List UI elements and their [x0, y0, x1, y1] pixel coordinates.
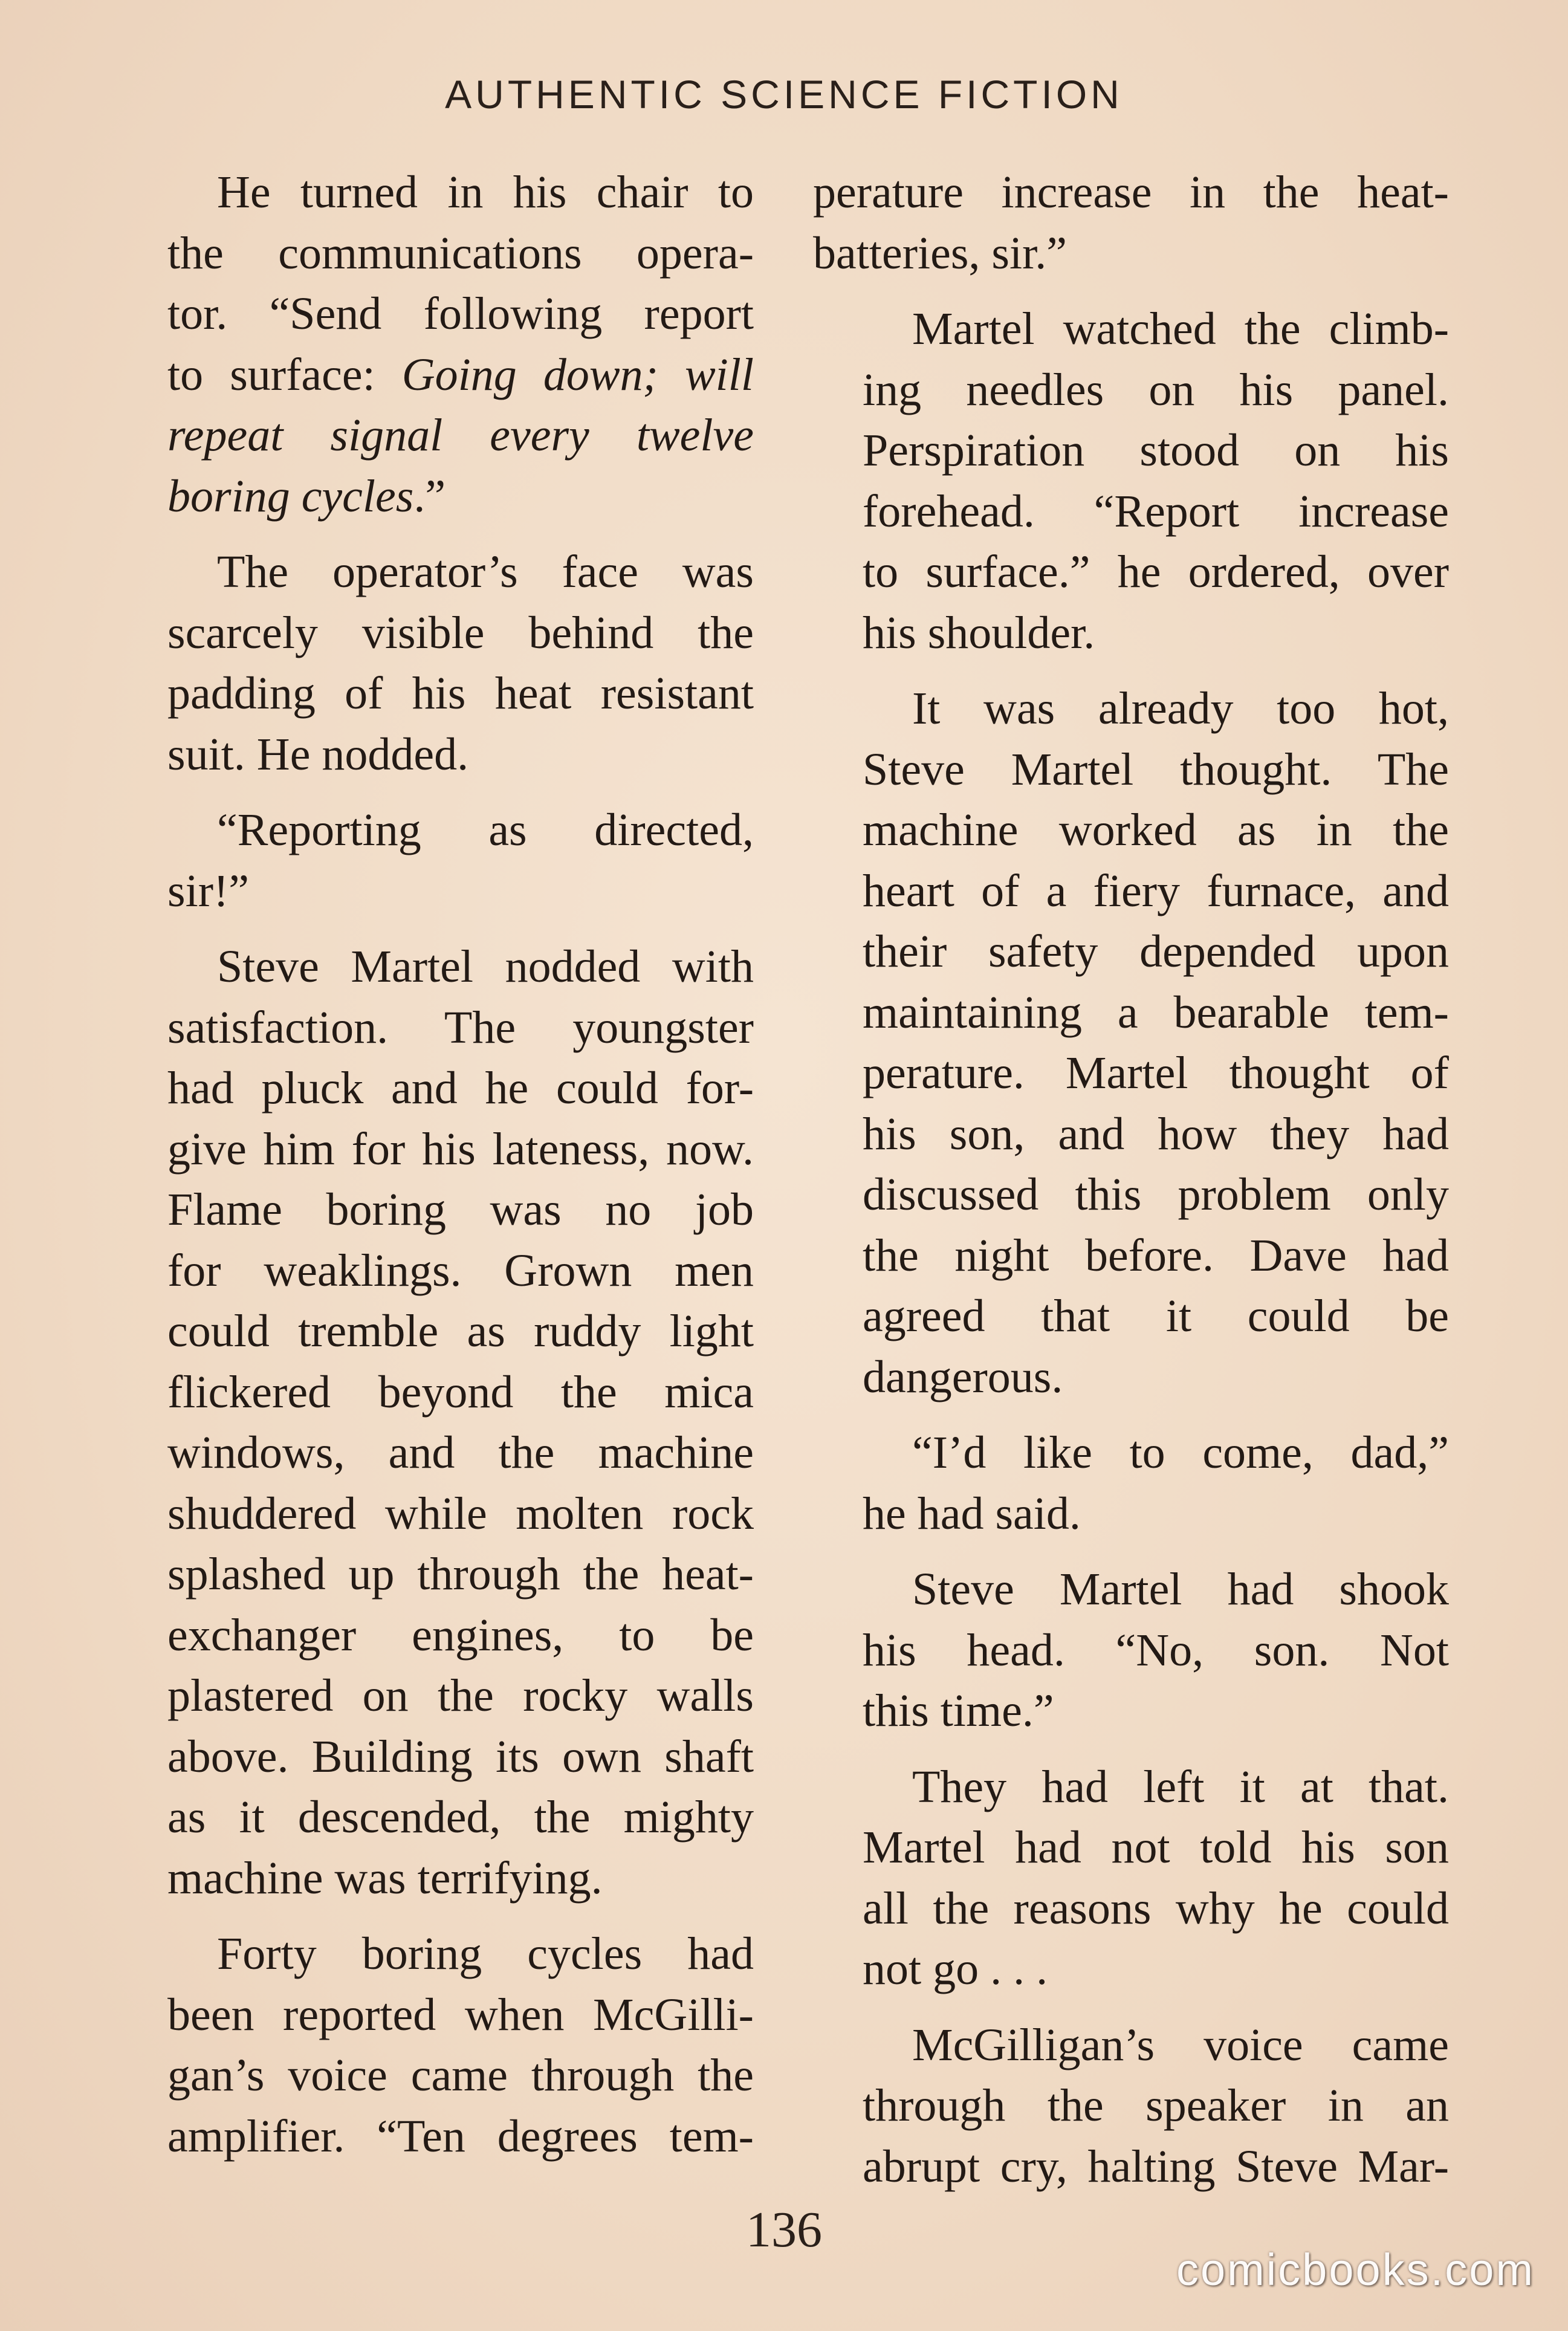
text-line: [813, 1620, 1449, 1681]
text-line: [813, 1422, 1449, 1483]
text-line: [118, 542, 754, 603]
text-line: [118, 1605, 754, 1666]
text-segment: through the speaker in an: [863, 2080, 1449, 2131]
text-line: [813, 1347, 1449, 1408]
text-segment: amplifier. “Ten degrees tem-: [167, 2110, 754, 2162]
text-segment: sir!”: [167, 865, 250, 916]
paragraph: [813, 1559, 1449, 1742]
text-segment: satisfaction. The youngster: [167, 1002, 754, 1053]
text-line: [813, 1043, 1449, 1104]
text-segment: as it descended, the mighty: [167, 1792, 754, 1843]
text-line: [118, 345, 754, 406]
text-line: [813, 1164, 1449, 1225]
text-segment: could tremble as ruddy light: [167, 1306, 754, 1357]
text-segment: perature increase in the heat-: [813, 167, 1449, 218]
text-segment: perature. Martel thought of: [863, 1048, 1449, 1098]
text-line: [118, 466, 754, 527]
text-line: [118, 1119, 754, 1180]
paragraph: [118, 542, 754, 785]
text-segment: suit. He nodded.: [167, 728, 469, 780]
text-segment: plastered on the rocky walls: [167, 1670, 754, 1721]
text-segment: above. Building its own shaft: [167, 1731, 754, 1782]
text-line: [118, 1058, 754, 1119]
text-segment: agreed that it could be: [863, 1291, 1449, 1341]
text-segment: Martel watched the climb-: [912, 303, 1449, 354]
text-line: [813, 982, 1449, 1043]
text-segment: Perspiration stood on his: [863, 425, 1449, 476]
text-segment: Forty boring cycles had: [217, 1928, 754, 1979]
paragraph: [118, 800, 754, 921]
text-line: [813, 1483, 1449, 1545]
paragraph: [813, 678, 1449, 1407]
text-segment: machine was terrifying.: [167, 1852, 603, 1904]
text-segment: not go . . .: [863, 1944, 1048, 1994]
text-segment: discussed this problem only: [863, 1169, 1449, 1220]
text-segment: repeat signal every twelve: [167, 410, 754, 461]
text-segment: his head. “No, son. Not: [863, 1624, 1449, 1676]
text-line: [813, 1757, 1449, 1818]
text-segment: the night before. Dave had: [863, 1230, 1449, 1281]
text-segment: splashed up through the heat-: [167, 1549, 754, 1600]
text-segment: his son, and how they had: [863, 1108, 1449, 1159]
text-line: [118, 284, 754, 345]
text-line: [813, 162, 1449, 223]
text-line: [813, 678, 1449, 739]
text-line: [813, 739, 1449, 800]
text-line: [118, 1362, 754, 1423]
text-segment: to surface.” he ordered, over: [863, 546, 1449, 597]
text-line: [813, 299, 1449, 360]
text-line: [118, 1544, 754, 1605]
left-text-column: [118, 162, 754, 2182]
text-line: [118, 1665, 754, 1726]
text-line: [813, 223, 1449, 284]
text-line: [118, 223, 754, 284]
text-segment: “I’d like to come, dad,”: [912, 1427, 1449, 1478]
text-segment: abrupt cry, halting Steve Mar-: [863, 2141, 1449, 2192]
text-segment: his shoulder.: [863, 607, 1095, 658]
right-text-column: [813, 162, 1449, 2212]
text-segment: for weaklings. Grown men: [167, 1245, 754, 1296]
text-segment: Martel had not told his son: [863, 1822, 1449, 1873]
text-line: [813, 603, 1449, 664]
text-line: [813, 1559, 1449, 1620]
paragraph: [118, 1924, 754, 2167]
text-segment: .”: [413, 470, 446, 522]
text-segment: The operator’s face was: [217, 546, 754, 597]
text-line: [813, 921, 1449, 982]
text-line: [118, 1848, 754, 1909]
text-line: [118, 1422, 754, 1483]
text-segment: he had said.: [863, 1488, 1081, 1539]
text-segment: exchanger engines, to be: [167, 1609, 754, 1661]
text-line: [118, 1483, 754, 1545]
text-line: [813, 1878, 1449, 1939]
paragraph: [813, 1757, 1449, 2000]
text-line: [118, 861, 754, 922]
text-segment: their safety depended upon: [863, 926, 1449, 977]
text-line: [118, 800, 754, 861]
text-line: [813, 1104, 1449, 1165]
text-segment: Steve Martel had shook: [912, 1564, 1449, 1615]
text-line: [118, 724, 754, 785]
text-line: [118, 2045, 754, 2106]
text-line: [118, 1179, 754, 1240]
text-segment: this time.”: [863, 1685, 1054, 1736]
text-segment: Steve Martel nodded with: [217, 941, 754, 992]
paragraph: [813, 162, 1449, 284]
text-segment: machine worked as in the: [863, 805, 1449, 855]
text-line: [118, 1787, 754, 1848]
text-segment: dangerous.: [863, 1351, 1063, 1402]
text-segment: give him for his lateness, now.: [167, 1123, 754, 1175]
text-segment: forehead. “Report increase: [863, 485, 1449, 537]
text-line: [118, 162, 754, 223]
text-segment: windows, and the machine: [167, 1427, 754, 1478]
text-line: [118, 936, 754, 997]
text-segment: Flame boring was no job: [167, 1184, 754, 1235]
text-segment: They had left it at that.: [912, 1761, 1449, 1812]
text-line: [813, 861, 1449, 922]
text-segment: heart of a fiery furnace, and: [863, 865, 1449, 916]
text-segment: scarcely visible behind the: [167, 607, 754, 658]
text-line: [813, 1817, 1449, 1878]
text-segment: shuddered while molten rock: [167, 1488, 754, 1539]
text-line: [118, 1726, 754, 1788]
watermark-logo: comicbooks.com: [1176, 2245, 1535, 2295]
text-segment: He turned in his chair to: [217, 167, 754, 218]
text-segment: had pluck and he could for-: [167, 1063, 754, 1114]
text-line: [813, 542, 1449, 603]
text-line: [813, 2075, 1449, 2136]
text-segment: been reported when McGilli-: [167, 1989, 754, 2040]
text-segment: ing needles on his panel.: [863, 364, 1449, 415]
text-line: [118, 2106, 754, 2167]
text-line: [118, 405, 754, 466]
text-segment: gan’s voice came through the: [167, 2050, 754, 2101]
text-line: [813, 360, 1449, 421]
text-segment: padding of his heat resistant: [167, 668, 754, 719]
text-segment: “Reporting as directed,: [217, 805, 754, 855]
paragraph: [118, 162, 754, 527]
text-line: [118, 1240, 754, 1302]
text-segment: batteries, sir.”: [813, 227, 1067, 279]
text-segment: all the reasons why he could: [863, 1882, 1449, 1934]
text-line: [118, 1924, 754, 1985]
running-head: AUTHENTIC SCIENCE FICTION: [445, 72, 1123, 117]
text-segment: the communications opera-: [167, 227, 754, 279]
text-segment: McGilligan’s voice came: [912, 2019, 1449, 2070]
text-line: [118, 603, 754, 664]
text-line: [813, 800, 1449, 861]
paragraph: [813, 2015, 1449, 2197]
text-line: [813, 481, 1449, 542]
text-line: [813, 1225, 1449, 1286]
text-line: [118, 1301, 754, 1362]
text-line: [118, 997, 754, 1059]
paragraph: [118, 936, 754, 1908]
paragraph: [813, 299, 1449, 663]
text-segment: maintaining a bearable tem-: [863, 987, 1449, 1038]
text-line: [813, 1939, 1449, 2000]
text-line: [118, 663, 754, 724]
paragraph: [813, 1422, 1449, 1544]
text-segment: tor. “Send following report: [167, 288, 754, 339]
text-segment: to surface:: [167, 349, 402, 400]
text-segment: boring cycles: [167, 470, 414, 522]
text-line: [118, 1985, 754, 2046]
text-line: [813, 1681, 1449, 1742]
text-segment: It was already too hot,: [912, 683, 1449, 734]
text-segment: Going down; will: [401, 349, 754, 400]
page-number: 136: [746, 2202, 822, 2258]
text-line: [813, 2136, 1449, 2197]
text-segment: flickered beyond the mica: [167, 1366, 754, 1418]
text-line: [813, 2015, 1449, 2076]
text-segment: Steve Martel thought. The: [863, 744, 1449, 795]
text-line: [813, 1286, 1449, 1347]
text-line: [813, 420, 1449, 481]
